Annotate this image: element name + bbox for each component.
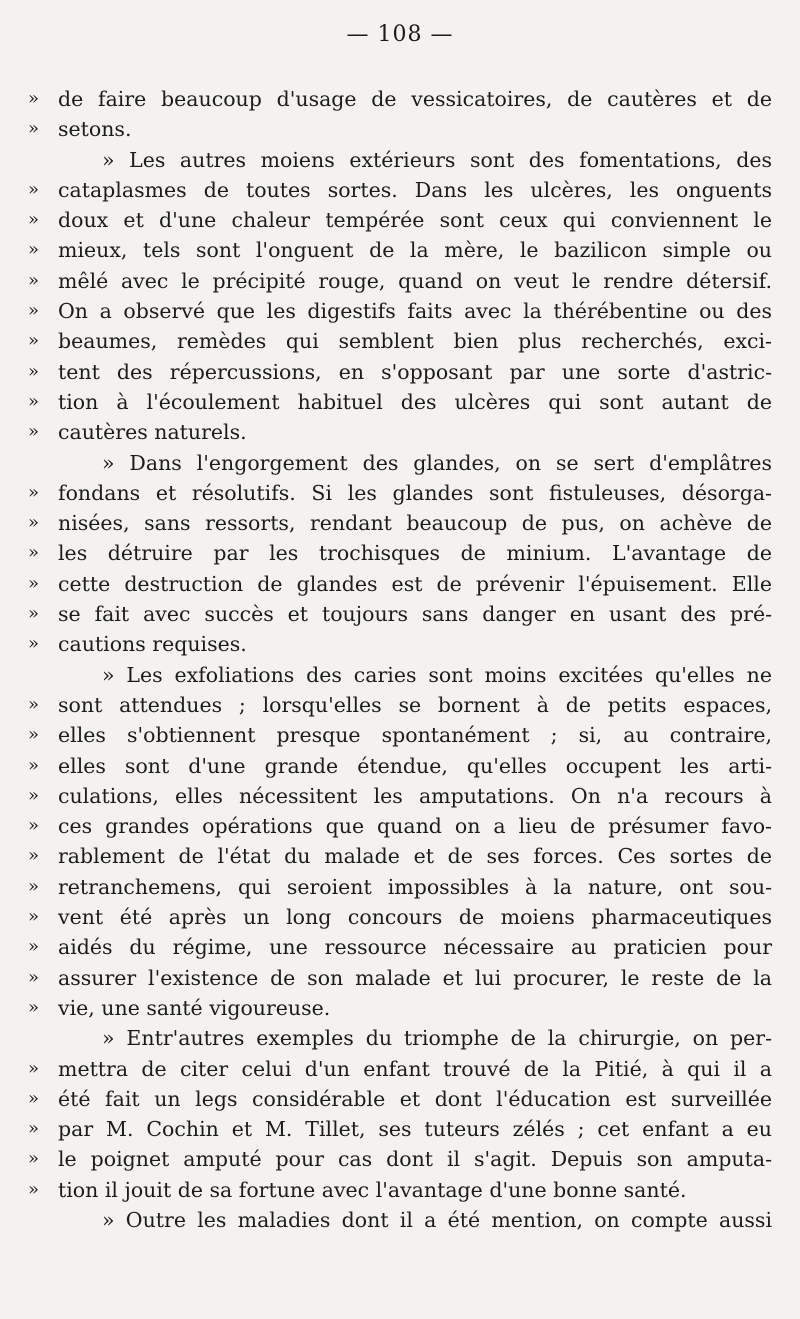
line-text: rablement de l'état du malade et de ses forces. Ces sortes de: [58, 844, 772, 869]
line-text: cette destruction de glandes est de prévenir l'épuisement. Elle: [58, 571, 772, 596]
line-text: elles s'obtiennent presque spontanément ; si, au contraire,: [58, 723, 772, 748]
quote-mark: »: [28, 1057, 40, 1079]
text-line: [28, 1114, 772, 1144]
line-text: été fait un legs considérable et dont l'éducation est surveillée: [58, 1086, 772, 1111]
quote-mark: »: [28, 724, 40, 746]
line-text: fondans et résolutifs. Si les glandes sont fistuleuses, désorga-: [58, 480, 772, 505]
line-text: nisées, sans ressorts, rendant beaucoup de pus, on achève de: [58, 511, 772, 536]
text-line: [28, 205, 772, 235]
quote-mark: »: [28, 88, 40, 109]
text-line: [28, 993, 772, 1023]
text-line: [28, 478, 772, 508]
quote-mark: »: [28, 300, 40, 322]
text-line: [28, 387, 772, 417]
quote-mark: »: [28, 269, 40, 291]
text-line: [28, 1084, 772, 1114]
line-text: » Dans l'engorgement des glandes, on se sert d'emplâtres: [102, 450, 772, 475]
quote-mark: »: [28, 875, 40, 897]
line-text: de faire beaucoup d'usage de vessicatoires, de cautères et de: [58, 87, 772, 111]
line-text: vent été après un long concours de moiens pharmaceutiques: [58, 905, 772, 930]
quote-mark: »: [28, 845, 40, 867]
quote-mark: »: [28, 1178, 40, 1200]
text-line: [28, 508, 772, 538]
line-text: le poignet amputé pour cas dont il s'agit. Depuis son amputa-: [58, 1147, 772, 1172]
text-line: [28, 1144, 772, 1174]
quote-mark: »: [28, 572, 40, 594]
text-line: [28, 569, 772, 599]
quote-mark: »: [28, 1148, 40, 1170]
quote-mark: »: [28, 784, 40, 806]
quote-mark: »: [28, 633, 40, 655]
text-line: [28, 175, 772, 205]
quote-mark: »: [28, 481, 40, 503]
page-number: — 108 —: [346, 22, 454, 47]
text-line: [28, 690, 772, 720]
line-text: se fait avec succès et toujours sans danger en usant des pré-: [58, 602, 772, 627]
line-text: elles sont d'une grande étendue, qu'elles occupent les arti-: [58, 753, 772, 778]
line-text: » Les autres moiens extérieurs sont des fomentations, des: [102, 147, 772, 172]
text-line: [28, 296, 772, 326]
line-text: tent des répercussions, en s'opposant par une sorte d'astric-: [58, 359, 772, 384]
line-text: tion il jouit de sa fortune avec l'avantage d'une bonne santé.: [58, 1177, 687, 1202]
line-text: ces grandes opérations que quand on a lieu de présumer favo-: [58, 814, 772, 839]
line-text: On a observé que les digestifs faits avec la thérébentine ou des: [58, 299, 772, 324]
quote-mark: »: [28, 693, 40, 715]
quote-mark: »: [28, 330, 40, 352]
quote-mark: »: [28, 936, 40, 958]
text-line: [28, 235, 772, 265]
line-text: assurer l'existence de son malade et lui procurer, le reste de la: [58, 965, 772, 990]
text-line: [28, 872, 772, 902]
line-text: tion à l'écoulement habituel des ulcères qui sont autant de: [58, 389, 772, 414]
text-line: [28, 629, 772, 659]
line-text: vie, une santé vigoureuse.: [58, 995, 331, 1020]
line-text: retranchemens, qui seroient impossibles à la nature, ont sou-: [58, 874, 772, 899]
line-text: cautions requises.: [58, 632, 247, 657]
line-text: sont attendues ; lorsqu'elles se bornent à de petits espaces,: [58, 692, 772, 717]
line-text: mettra de citer celui d'un enfant trouvé de la Pitié, à qui il a: [58, 1056, 772, 1081]
text-line: [28, 1023, 772, 1053]
line-text: aidés du régime, une ressource nécessaire au praticien pour: [58, 935, 772, 960]
quote-mark: [28, 1023, 58, 1053]
text-line: [28, 1205, 772, 1235]
text-line: [28, 781, 772, 811]
line-text: culations, elles nécessitent les amputations. On n'a recours à: [58, 783, 772, 808]
text-line: [28, 326, 772, 356]
quote-mark: »: [28, 754, 40, 776]
quote-mark: [28, 145, 58, 175]
text-line: [28, 448, 772, 478]
line-text: cataplasmes de toutes sortes. Dans les ulcères, les onguents: [58, 177, 772, 202]
quote-mark: »: [28, 603, 40, 625]
quote-mark: »: [28, 1118, 40, 1140]
quote-mark: »: [28, 815, 40, 837]
body-text: [28, 84, 772, 1235]
text-line: [28, 599, 772, 629]
text-line: [28, 417, 772, 447]
line-text: » Outre les maladies dont il a été mention, on compte aussi: [102, 1207, 772, 1232]
quote-mark: »: [28, 421, 40, 443]
line-text: doux et d'une chaleur tempérée sont ceux qui conviennent le: [58, 208, 772, 233]
text-line: [28, 357, 772, 387]
text-line: [28, 84, 772, 114]
line-text: » Les exfoliations des caries sont moins excitées qu'elles ne: [102, 662, 772, 687]
quote-mark: »: [28, 996, 40, 1018]
text-line: [28, 114, 772, 144]
text-line: [28, 538, 772, 568]
quote-mark: »: [28, 906, 40, 928]
text-line: [28, 751, 772, 781]
quote-mark: »: [28, 542, 40, 564]
quote-mark: »: [28, 209, 40, 231]
quote-mark: [28, 448, 58, 478]
text-line: [28, 1054, 772, 1084]
line-text: mieux, tels sont l'onguent de la mère, le bazilicon simple ou: [58, 238, 772, 263]
quote-mark: »: [28, 1087, 40, 1109]
line-text: mêlé avec le précipité rouge, quand on veut le rendre détersif.: [58, 268, 772, 293]
line-text: beaumes, remèdes qui semblent bien plus recherchés, exci-: [58, 329, 772, 354]
quote-mark: »: [28, 390, 40, 412]
text-line: [28, 720, 772, 750]
text-line: [28, 660, 772, 690]
text-line: [28, 932, 772, 962]
line-text: les détruire par les trochisques de minium. L'avantage de: [58, 541, 772, 566]
text-line: [28, 266, 772, 296]
quote-mark: [28, 660, 58, 690]
line-text: par M. Cochin et M. Tillet, ses tuteurs zélés ; cet enfant a eu: [58, 1117, 772, 1142]
quote-mark: »: [28, 512, 40, 534]
text-line: [28, 145, 772, 175]
quote-mark: »: [28, 118, 40, 140]
text-line: [28, 1175, 772, 1205]
quote-mark: »: [28, 239, 40, 261]
text-line: [28, 841, 772, 871]
quote-mark: »: [28, 966, 40, 988]
line-text: setons.: [58, 117, 132, 142]
quote-mark: »: [28, 178, 40, 200]
quote-mark: »: [28, 360, 40, 382]
quote-mark: [28, 1205, 58, 1235]
text-line: [28, 902, 772, 932]
text-line: [28, 963, 772, 993]
line-text: » Entr'autres exemples du triomphe de la chirurgie, on per-: [102, 1026, 772, 1051]
line-text: cautères naturels.: [58, 420, 247, 445]
text-line: [28, 811, 772, 841]
